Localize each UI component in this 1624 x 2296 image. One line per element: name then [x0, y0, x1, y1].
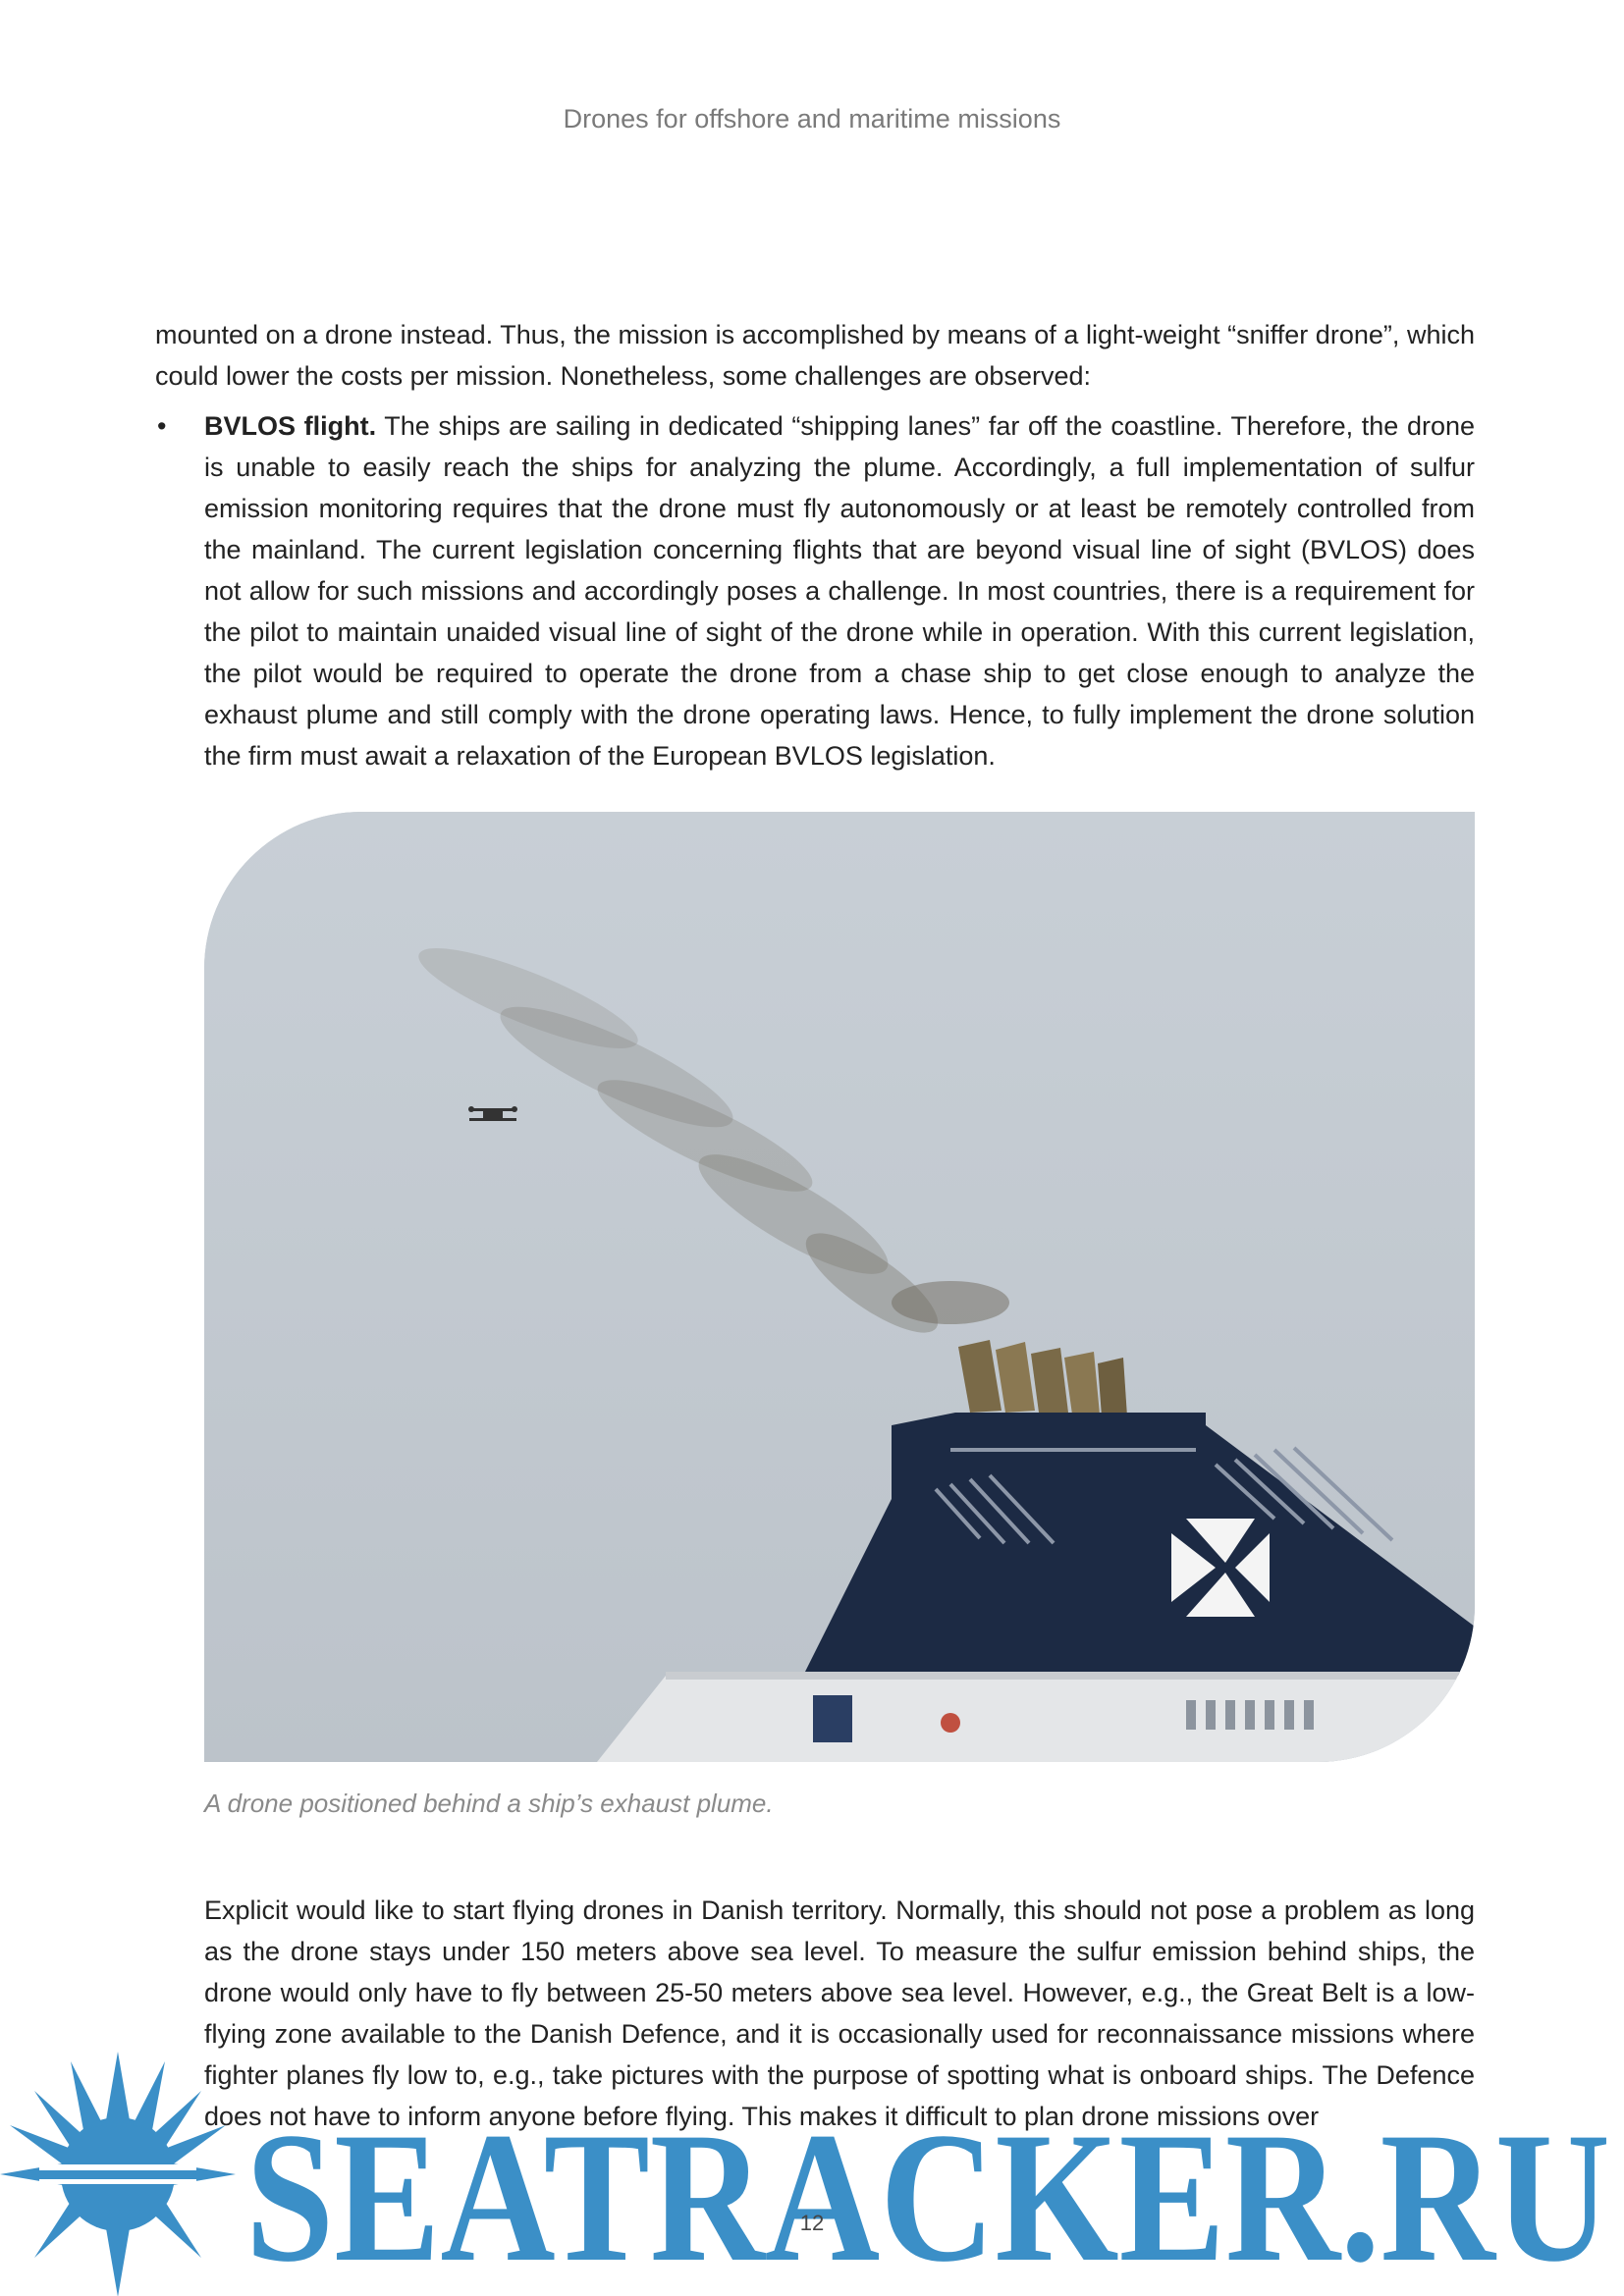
paragraph-danish-territory: Explicit would like to start flying drones in Danish territory. Normally, this should not pose a problem as long as the drone stays under 150 meters above sea level. To measure the sulfur emission behind ships, the drone would only have to fly between 25-50 meters above sea level. However, e.g., the Great Belt is a low-flying zone available to the Danish Defence, and it is occasionally used for reconnaissance missions where fighter planes fly low to, e.g., take pictures with the purpose of spotting what is onboard ships. The Defence does not have to inform anyone before flying. This makes it difficult to plan drone missions over [204, 1896, 1475, 2131]
list-item-bvlos [155, 405, 1475, 776]
bullet-text: The ships are sailing in dedicated “shipping lanes” far off the coastline. Therefore, the drone is unable to easily reach the ships for analyzing the plume. Accordingly, a full implementation of sulfur emission monitoring requires that the drone must fly autonomously or at least be remotely controlled from the mainland. The current legislation concerning flights that are beyond visual line of sight (BVLOS) does not allow for such missions and accordingly poses a challenge. In most countries, there is a requirement for the pilot to maintain unaided visual line of sight of the drone while in operation. With this current legislation, the pilot would be required to operate the drone from a chase ship to get close enough to analyze the exhaust plume and still comply with the drone operating laws. Hence, to fully implement the drone solution the firm must await a relaxation of the European BVLOS legislation. [204, 411, 1475, 771]
challenge-list [155, 405, 1475, 776]
figure-photo [204, 812, 1475, 1762]
page-number: 12 [799, 2211, 825, 2235]
ship-superstructure [597, 1676, 1475, 1762]
ship-funnel-photo [204, 812, 1475, 1762]
watermark-logo [0, 2032, 1624, 2296]
sun-icon [0, 2052, 236, 2296]
bullet-icon: • [157, 411, 167, 441]
watermark-text: SEATRACKER.RU [245, 2095, 1610, 2296]
bullet-title: BVLOS flight. [204, 411, 377, 441]
paragraph-intro: mounted on a drone instead. Thus, the mission is accomplished by means of a light-weight “sniffer drone”, which could lower the costs per mission. Nonetheless, some challenges are observed: [155, 320, 1475, 391]
figure-caption: A drone positioned behind a ship’s exhaust plume. [204, 1789, 774, 1818]
running-header: Drones for offshore and maritime missions [563, 104, 1061, 133]
